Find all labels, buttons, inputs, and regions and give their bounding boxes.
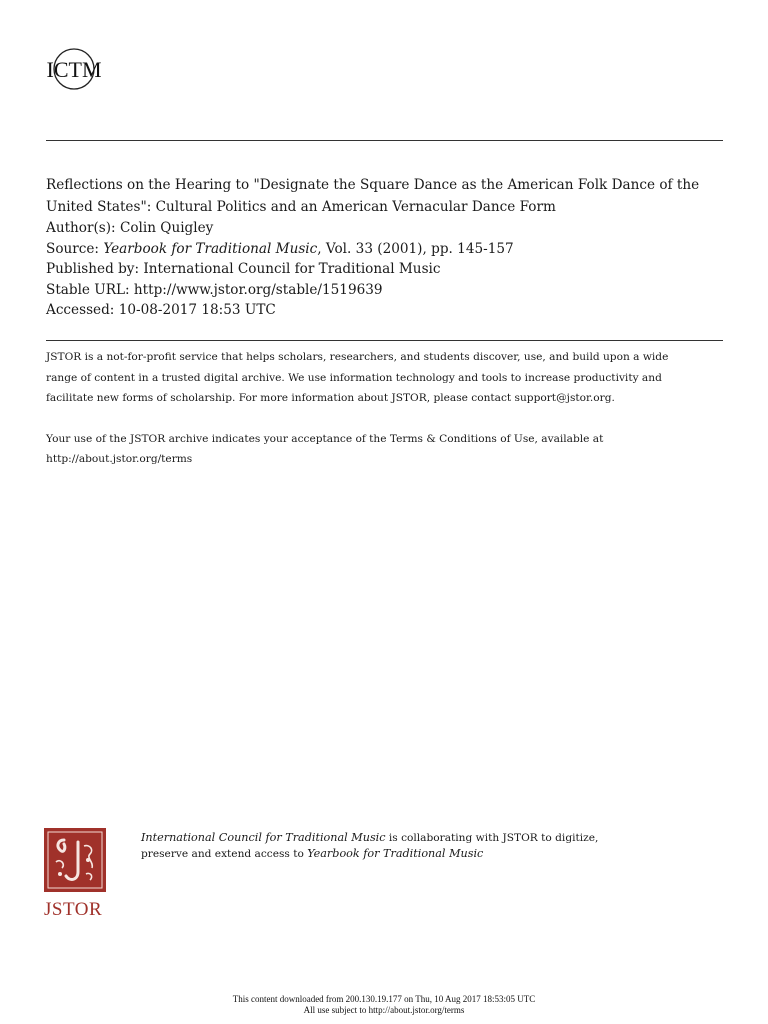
article-title: Reflections on the Hearing to "Designate the Square Dance as the American Folk Dance of the United States": Cultural Politics and an American Vernacular Dance Form [46, 177, 700, 215]
collab-text: preserve and extend access to [141, 848, 308, 860]
collab-org: International Council for Traditional Music [141, 831, 386, 844]
footer-line-2: All use subject to http://about.jstor.org/terms [303, 1005, 465, 1015]
notice-line: JSTOR is a not-for-profit service that helps scholars, researchers, and students discover, use, and build upon a wide [46, 351, 669, 363]
ictm-logo-icon [46, 46, 102, 92]
jstor-notice [46, 347, 726, 470]
stable-url-line[interactable]: Stable URL: http://www.jstor.org/stable/1519639 [46, 281, 383, 298]
notice-paragraph-2 [46, 429, 726, 470]
source-prefix: Source: [46, 240, 104, 257]
source-line [46, 239, 736, 260]
jstor-emblem-icon [44, 828, 106, 892]
collab-line-2 [141, 846, 701, 862]
ictm-logo-text: ICTM [46, 57, 102, 82]
notice-line: Your use of the JSTOR archive indicates your acceptance of the Terms & Conditions of Use, available at [46, 432, 604, 445]
collab-line-1 [141, 830, 701, 846]
middle-divider [46, 340, 723, 341]
top-divider [46, 140, 723, 141]
download-footer [0, 994, 768, 1016]
publisher-line: Published by: International Council for Traditional Music [46, 261, 441, 278]
source-suffix: , Vol. 33 (2001), pp. 145-157 [317, 240, 514, 257]
accessed-line: Accessed: 10-08-2017 18:53 UTC [46, 302, 276, 319]
terms-link[interactable]: http://about.jstor.org/terms [46, 453, 193, 466]
collab-journal: Yearbook for Traditional Music [307, 847, 484, 860]
source-journal: Yearbook for Traditional Music [103, 240, 318, 257]
notice-line: range of content in a trusted digital archive. We use information technology and tools to increase productivity and [46, 371, 662, 384]
jstor-wordmark: JSTOR [44, 899, 103, 920]
author-line: Author(s): Colin Quigley [46, 220, 214, 236]
article-metadata [46, 174, 736, 321]
collaboration-statement [141, 830, 701, 862]
collab-text: is collaborating with JSTOR to digitize, [385, 832, 599, 844]
notice-paragraph-1 [46, 347, 726, 409]
notice-line: facilitate new forms of scholarship. For more information about JSTOR, please contact support@jstor.org. [46, 392, 615, 405]
footer-line-1: This content downloaded from 200.130.19.177 on Thu, 10 Aug 2017 18:53:05 UTC [232, 994, 536, 1004]
